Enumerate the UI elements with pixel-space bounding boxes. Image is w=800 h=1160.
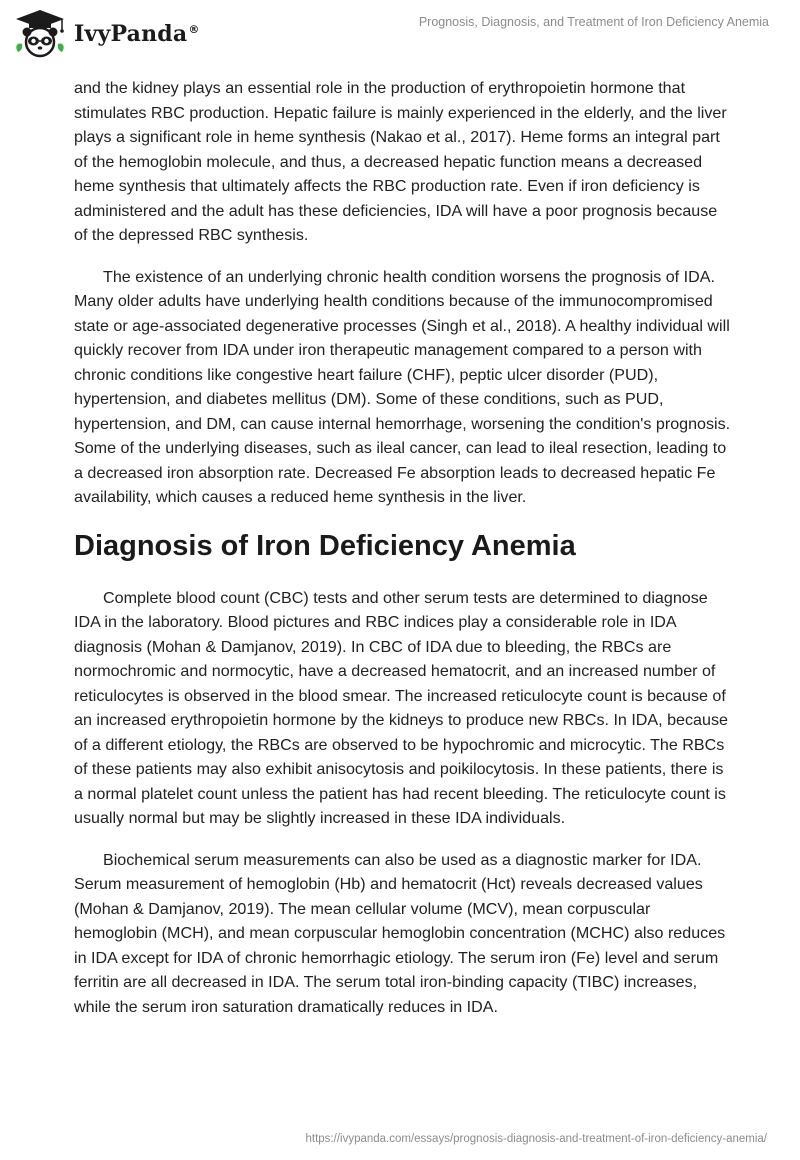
registered-mark: ® [188,22,200,36]
page-header [0,0,800,72]
section-heading-diagnosis: Diagnosis of Iron Deficiency Anemia [74,529,576,562]
paragraph-cbc-tests: Complete blood count (CBC) tests and other serum tests are determined to diagnose IDA in the laboratory. Blood pictures and RBC indices play a considerable role in IDA diagnosis (Mohan & Damjanov, 2019). In CBC of IDA due to bleeding, the RBCs are normochromic and normocytic, have a decreased hematocrit, and an increased number of reticulocytes is observed in the blood smear. The increased reticulocyte count is because of an increased erythropoietin hormone by the kidneys to produce new RBCs. In IDA, because of a different etiology, the RBCs are observed to be hypochromic and microcytic. The RBCs of these patients may also exhibit anisocytosis and poikilocytosis. In these patients, there is a normal platelet count unless the patient has had recent bleeding. The reticulocyte count is usually normal but may be slightly increased in these IDA individuals. [74,588,728,827]
brand-logo[interactable] [12,8,200,60]
source-url[interactable]: https://ivypanda.com/essays/prognosis-diagnosis-and-treatment-of-iron-deficiency-anemia/ [305,1133,767,1145]
paragraph-chronic-conditions: The existence of an underlying chronic health condition worsens the prognosis of IDA. Many older adults have underlying health conditions because of the immunocompromised state or age-associated degenerative processes (Singh et al., 2018). A healthy individual will quickly recover from IDA under iron therapeutic management compared to a person with chronic conditions like congestive heart failure (CHF), peptic ulcer disorder (PUD), hypertension, and diabetes mellitus (DM). Some of these conditions, such as PUD, hypertension, and DM, can cause internal hemorrhage, worsening the condition's prognosis. Some of the underlying diseases, such as ileal cancer, can lead to ileal resection, leading to a decreased iron absorption rate. Decreased Fe absorption leads to decreased hepatic Fe availability, which causes a reduced heme synthesis in the liver. [74,267,731,506]
brand-name: IvyPanda® [74,21,200,47]
essay-content [74,76,734,1036]
document-title: Prognosis, Diagnosis, and Treatment of Iron Deficiency Anemia [418,15,769,29]
paragraph-kidney-liver: and the kidney plays an essential role in the production of erythropoietin hormone that stimulates RBC production. Hepatic failure is mainly experienced in the elderly, and the liver plays a significant role in heme synthesis (Nakao et al., 2017). Heme forms an integral part of the hemoglobin molecule, and thus, a decreased hepatic function means a decreased heme synthesis that ultimately affects the RBC production rate. Even if iron deficiency is administered and the adult has these deficiencies, IDA will have a poor prognosis because of the depressed RBC synthesis. [74,79,727,244]
paragraph-serum-measurements: Biochemical serum measurements can also be used as a diagnostic marker for IDA. Serum measurement of hemoglobin (Hb) and hematocrit (Hct) reveals decreased values (Mohan & Damjanov, 2019). The mean cellular volume (MCV), mean corpuscular hemoglobin (MCH), and mean corpuscular hemoglobin concentration (MCHC) also reduces in IDA except for IDA of chronic hemorrhagic etiology. The serum iron (Fe) level and serum ferritin are all decreased in IDA. The serum total iron-binding capacity (TIBC) increases, while the serum iron saturation dramatically reduces in IDA. [74,850,726,1016]
panda-graduate-icon [12,8,68,60]
